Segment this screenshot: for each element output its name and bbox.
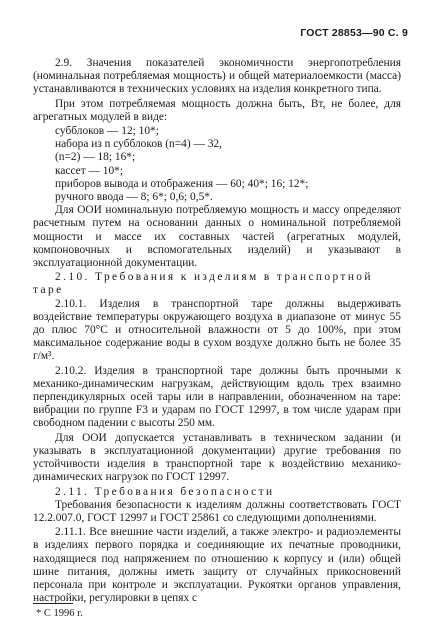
- list-item: набора из n субблоков (n=4) — 32,: [55, 138, 222, 151]
- paragraph: Для ООИ номинальную потребляемую мощность и массу определяют расчетным путем на основании данных о номинальной потребляемой мощности и массе их составных частей (агрегатных модулей, компоновочных и вспомогательных изделий) и указывают в эксплуатационной документации.: [33, 204, 401, 270]
- section-heading-continued: таре: [33, 284, 64, 297]
- list-item: (n=2) — 18; 16*;: [55, 151, 136, 164]
- list-item: ручного ввода — 8; 6*; 0,6; 0,5*.: [55, 191, 213, 204]
- list-item: субблоков — 12; 10*;: [55, 125, 159, 138]
- paragraph: Для ООИ допускается устанавливать в техническом задании (и указывать в эксплуатационной документации) другие требования по устойчивости изделия в транспортной таре к воздействию механико-динамических нагрузок по ГОСТ 12997.: [33, 431, 401, 484]
- paragraph: 2.10.2. Изделия в транспортной таре должны быть прочными к механико-динамическим нагрузкам, действующим вдоль трех взаимно перпендикулярных осей тары или в направлении, обозначенном на таре: вибрации по группе F3 и ударам по ГОСТ 12997, в том числе ударам при свободном падении с высоты 250 мм.: [33, 364, 401, 430]
- document-body: [33, 57, 401, 606]
- section-heading: 2.11. Требования безопасности: [55, 485, 275, 498]
- footnote: * С 1996 г.: [36, 608, 83, 619]
- page-header: ГОСТ 28853—90 С. 9: [300, 27, 408, 39]
- paragraph: При этом потребляемая мощность должна быть, Вт, не более, для агрегатных модулей в виде:: [33, 97, 401, 123]
- list-item: приборов вывода и отображения — 60; 40*; 16; 12*;: [55, 177, 309, 190]
- paragraph: 2.10.1. Изделия в транспортной таре должны выдерживать воздействие температуры окружающего воздуха в диапазоне от минус 55 до плюс 70°С и относительной влажности от 5 до 100%, при этом максимальное содержание воды в сухом воздухе должно быть не более 35 г/м³.: [33, 297, 401, 363]
- list-item: кассет — 10*;: [55, 164, 124, 177]
- paragraph: 2.9. Значения показателей экономичности энергопотребления (номинальная потребляемая мощность) и общей материалоемкости (масса) устанавливаются в технических условиях на изделия конкретного типа.: [33, 57, 401, 96]
- paragraph: 2.11.1. Все внешние части изделий, а также электро- и радиоэлементы в изделиях первого порядка и соединяющие их печатные проводники, находящиеся под напряжением по отношению к корпусу и (или) общей шине питания, должны иметь защиту от случайных прикосновений персонала при контроле и эксплуатации. Рукоятки органов управления, настройки, регулировки в цепях с: [33, 526, 401, 605]
- section-heading: 2.10. Требования к изделиям в транспортной: [55, 271, 373, 284]
- paragraph: Требования безопасности к изделиям должны соответствовать ГОСТ 12.2.007.0, ГОСТ 12997 и ГОСТ 25861 со следующими дополнениями.: [33, 498, 401, 524]
- footnote-divider: [33, 603, 73, 604]
